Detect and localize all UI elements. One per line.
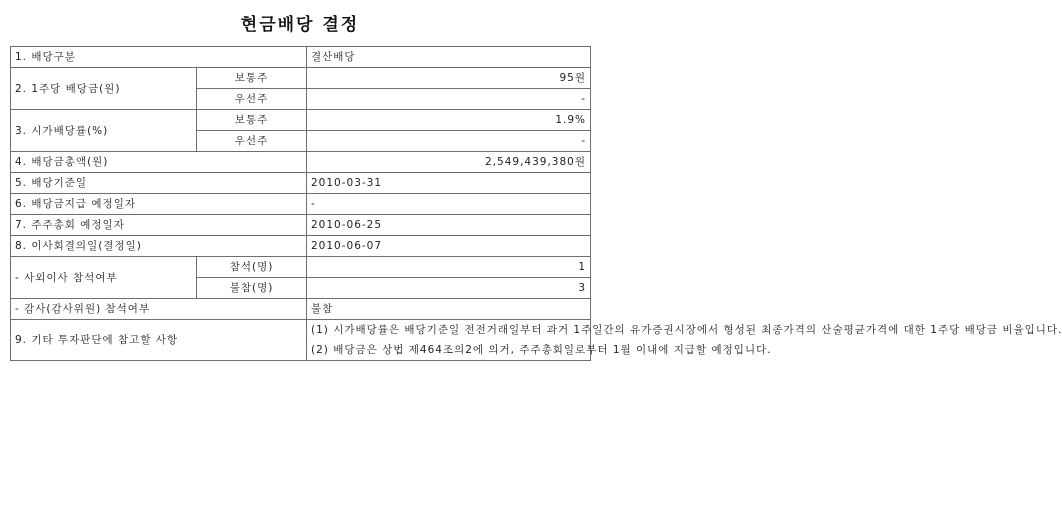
shareholder-meeting-date-value: 2010-06-25 <box>307 215 591 236</box>
table-row <box>11 194 591 215</box>
table-row <box>11 299 591 320</box>
table-row <box>11 257 591 278</box>
other-investment-notes-value <box>307 320 1062 361</box>
record-date-value: 2010-03-31 <box>307 173 591 194</box>
market-yield-label: 3. 시가배당률(%) <box>11 110 197 152</box>
market-yield-preferred-value: - <box>307 131 591 152</box>
absent-count-value: 3 <box>307 278 591 299</box>
present-count-label: 참석(명) <box>197 257 307 278</box>
auditor-attendance-value: 불참 <box>307 299 591 320</box>
present-count-value: 1 <box>307 257 591 278</box>
common-stock-label: 보통주 <box>197 68 307 89</box>
table-row <box>11 173 591 194</box>
dividend-per-share-common-value: 95원 <box>307 68 591 89</box>
market-yield-common-value: 1.9% <box>307 110 591 131</box>
shareholder-meeting-date-label: 7. 주주총회 예정일자 <box>11 215 307 236</box>
board-resolution-date-value: 2010-06-07 <box>307 236 591 257</box>
payment-date-value: - <box>307 194 591 215</box>
table-row <box>11 320 591 361</box>
common-stock-label: 보통주 <box>197 110 307 131</box>
page-title: 현금배당 결정 <box>240 15 360 35</box>
table-row <box>11 236 591 257</box>
total-dividend-label: 4. 배당금총액(원) <box>11 152 307 173</box>
dividend-per-share-preferred-value: - <box>307 89 591 110</box>
preferred-stock-label: 우선주 <box>197 131 307 152</box>
table-row <box>11 47 591 68</box>
auditor-attendance-label: - 감사(감사위원) 참석여부 <box>11 299 307 320</box>
table-row <box>11 152 591 173</box>
board-resolution-date-label: 8. 이사회결의일(결정일) <box>11 236 307 257</box>
total-dividend-value: 2,549,439,380원 <box>307 152 591 173</box>
absent-count-label: 불참(명) <box>197 278 307 299</box>
note-payment-schedule: (2) 배당금은 상법 제464조의2에 의거, 주주총회일로부터 1월 이내에 지급할 예정입니다. <box>311 344 772 356</box>
other-investment-notes-label: 9. 기타 투자판단에 참고할 사항 <box>11 320 307 361</box>
record-date-label: 5. 배당기준일 <box>11 173 307 194</box>
table-row <box>11 110 591 131</box>
preferred-stock-label: 우선주 <box>197 89 307 110</box>
dividend-type-label: 1. 배당구분 <box>11 47 307 68</box>
dividend-type-value: 결산배당 <box>307 47 591 68</box>
note-yield-definition: (1) 시가배당률은 배당기준일 전전거래일부터 과거 1주일간의 유가증권시장에서 형성된 최종가격의 산술평균가격에 대한 1주당 배당금 비율입니다. <box>311 324 1062 336</box>
payment-date-label: 6. 배당금지급 예정일자 <box>11 194 307 215</box>
dividend-per-share-label: 2. 1주당 배당금(원) <box>11 68 197 110</box>
table-row <box>11 68 591 89</box>
dividend-disclosure-table <box>10 46 1062 361</box>
outside-directors-attendance-label: - 사외이사 참석여부 <box>11 257 197 299</box>
table-row <box>11 215 591 236</box>
